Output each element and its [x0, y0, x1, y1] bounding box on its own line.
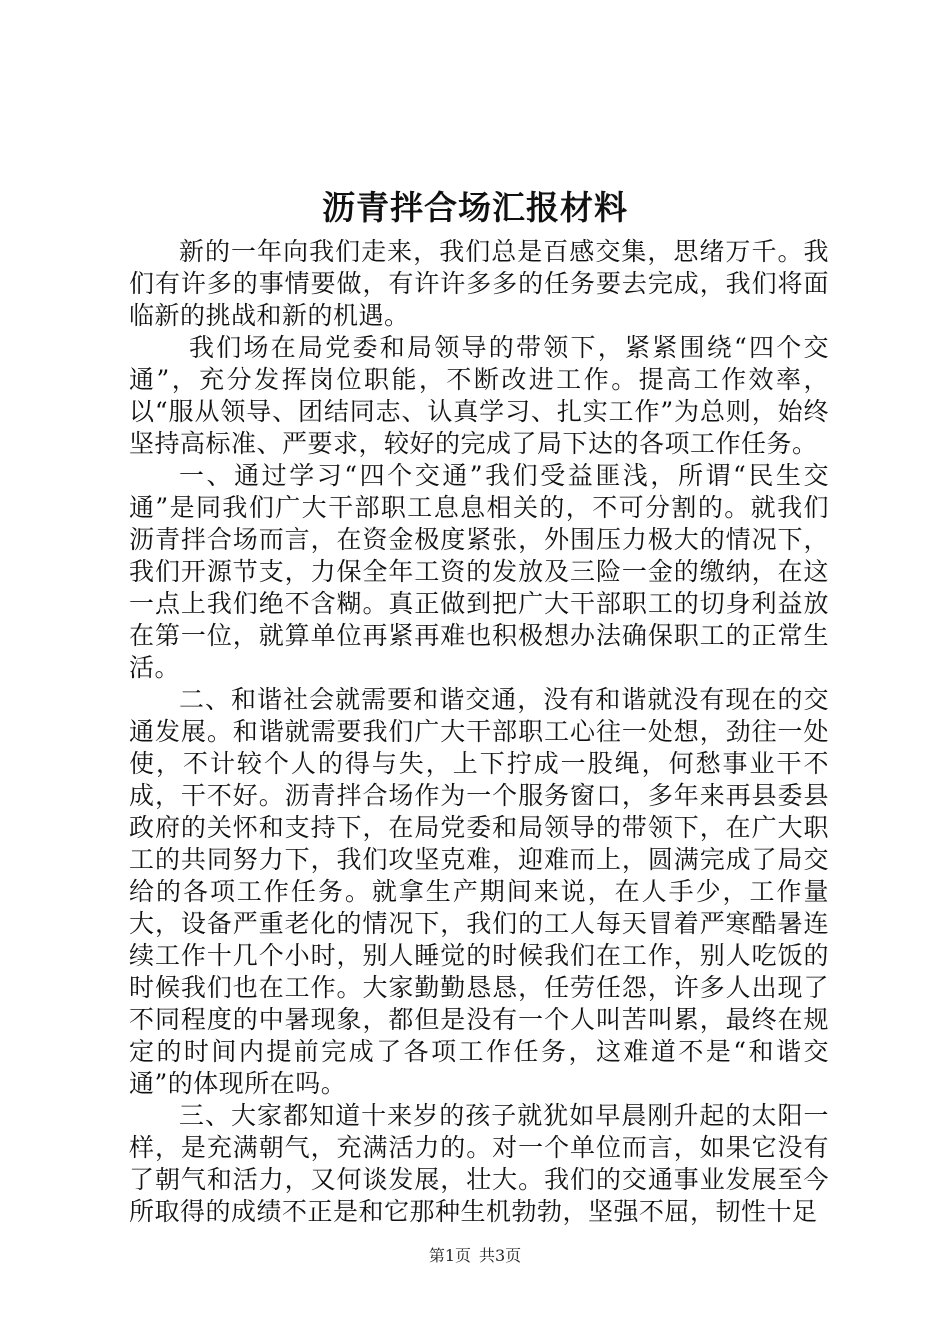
document-body — [129, 236, 829, 1228]
paragraph-section-2: 二、和谐社会就需要和谐交通，没有和谐就没有现在的交通发展。和谐就需要我们广大干部职工心往一处想，劲往一处使，不计较个人的得与失，上下拧成一股绳，何愁事业干不成，干不好。沥青拌合场作为一个服务窗口，多年来再县委县政府的关怀和支持下，在局党委和局领导的带领下，在广大职工的共同努力下，我们攻坚克难，迎难而上，圆满完成了局交给的各项工作任务。就拿生产期间来说，在人手少，工作量大，设备严重老化的情况下，我们的工人每天冒着严寒酷暑连续工作十几个小时，别人睡觉的时候我们在工作，别人吃饭的时候我们也在工作。大家勤勤恳恳，任劳任怨，许多人出现了不同程度的中暑现象，都但是没有一个人叫苦叫累，最终在规定的时间内提前完成了各项工作任务，这难道不是“和谐交通”的体现所在吗。 — [129, 685, 829, 1098]
page-number: 第1页 — [428, 1246, 471, 1265]
paragraph-summary: 我们场在局党委和局领导的带领下，紧紧围绕“四个交通”，充分发挥岗位职能，不断改进工作。提高工作效率，以“服从领导、团结同志、认真学习、扎实工作”为总则，始终坚持高标准、严要求，较好的完成了局下达的各项工作任务。 — [129, 333, 829, 458]
page-footer — [0, 1246, 950, 1266]
paragraph-section-1: 一、通过学习“四个交通”我们受益匪浅，所谓“民生交通”是同我们广大干部职工息息相关的，不可分割的。就我们沥青拌合场而言，在资金极度紧张，外围压力极大的情况下，我们开源节支，力保全年工资的发放及三险一金的缴纳，在这一点上我们绝不含糊。真正做到把广大干部职工的切身利益放在第一位，就算单位再紧再难也积极想办法确保职工的正常生活。 — [129, 461, 829, 682]
page-total: 共3页 — [479, 1246, 522, 1265]
paragraph-section-3: 三、大家都知道十来岁的孩子就犹如早晨刚升起的太阳一样，是充满朝气，充满活力的。对一个单位而言，如果它没有了朝气和活力，又何谈发展，壮大。我们的交通事业发展至今所取得的成绩不正是和它那种生机勃勃，坚强不屈，韧性十足 — [129, 1101, 829, 1226]
paragraph-intro: 新的一年向我们走来，我们总是百感交集，思绪万千。我们有许多的事情要做，有许许多多的任务要去完成，我们将面临新的挑战和新的机遇。 — [129, 237, 829, 330]
document-title: 沥青拌合场汇报材料 — [322, 188, 628, 227]
